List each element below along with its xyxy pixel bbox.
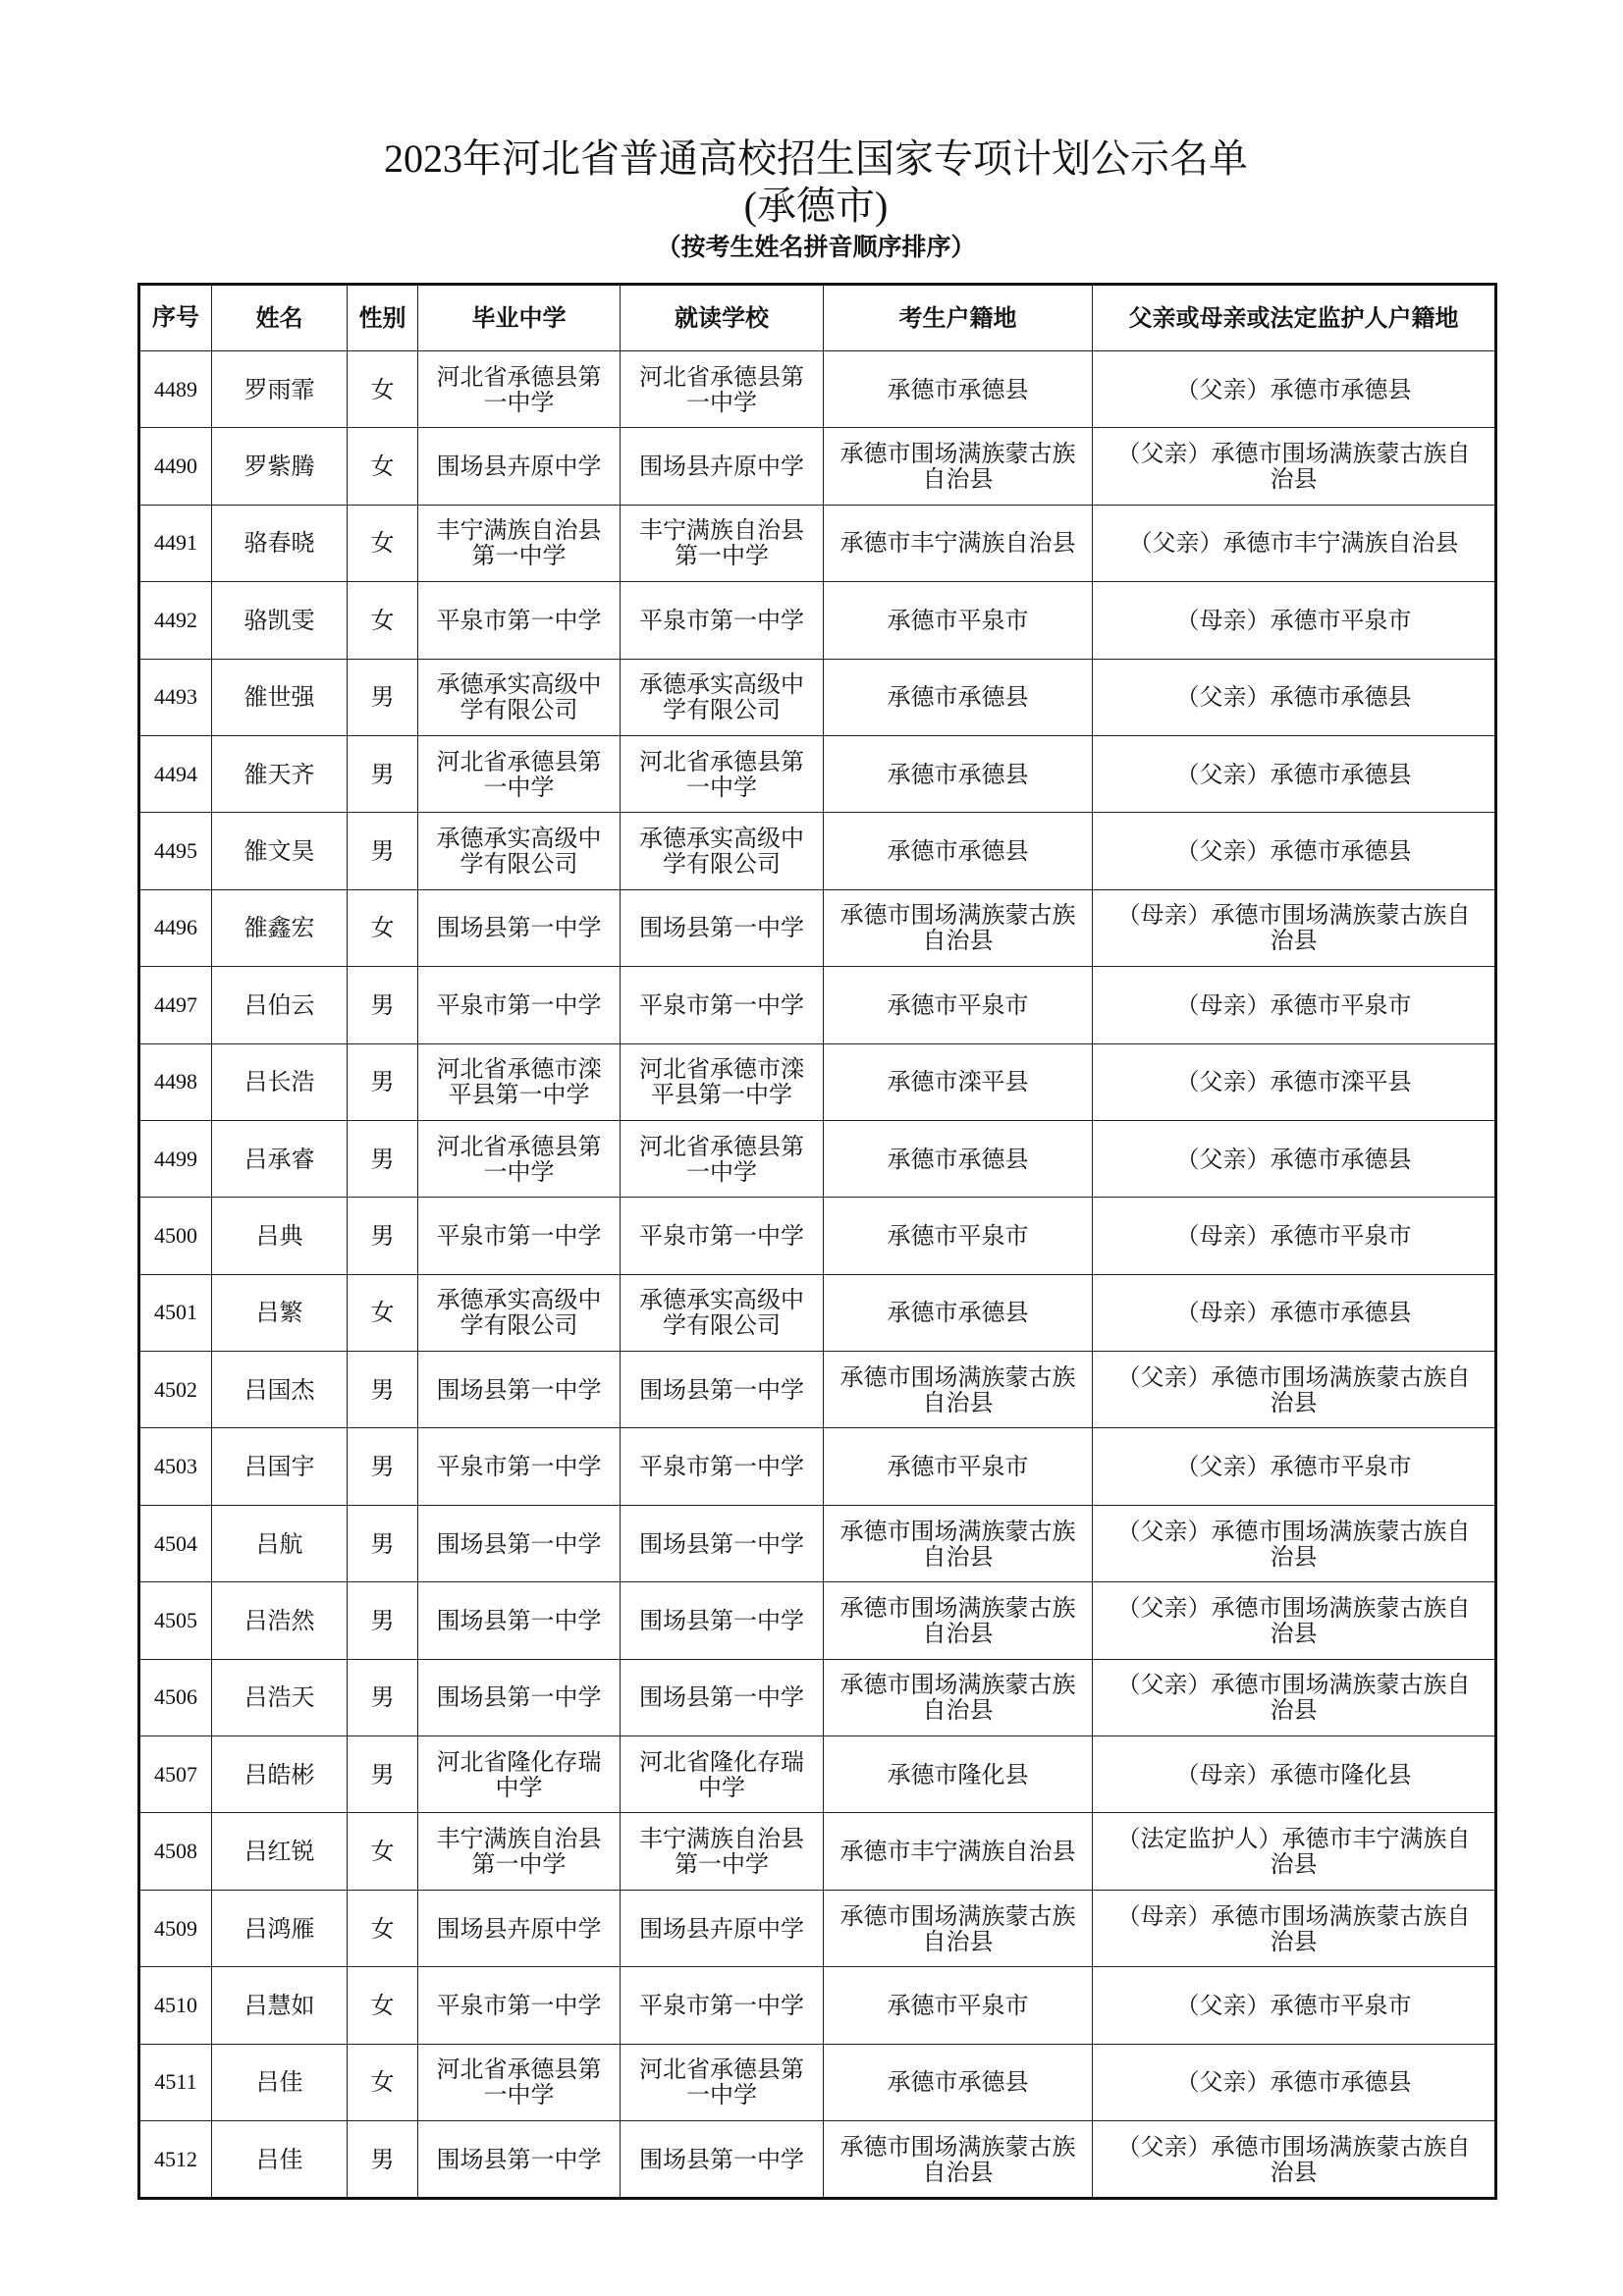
cell-gender: 女 <box>348 2044 418 2120</box>
table-row <box>139 1428 1496 1505</box>
header-graduation-school: 毕业中学 <box>418 285 621 351</box>
cell-student-household: 承德市围场满族蒙古族自治县 <box>824 1890 1093 1966</box>
cell-current-school: 平泉市第一中学 <box>621 967 824 1043</box>
cell-name: 骆凯雯 <box>212 582 348 659</box>
table-row <box>139 428 1496 505</box>
cell-graduation-school: 河北省承德县第一中学 <box>418 735 621 812</box>
cell-guardian-household: （父亲）承德市围场满族蒙古族自治县 <box>1093 428 1496 505</box>
cell-seq: 4511 <box>139 2044 212 2120</box>
cell-seq: 4496 <box>139 889 212 966</box>
cell-name: 雒世强 <box>212 659 348 735</box>
header-guardian-household: 父亲或母亲或法定监护人户籍地 <box>1093 285 1496 351</box>
cell-guardian-household: （父亲）承德市围场满族蒙古族自治县 <box>1093 1659 1496 1735</box>
table-row <box>139 1274 1496 1351</box>
cell-graduation-school: 围场县第一中学 <box>418 1659 621 1735</box>
cell-gender: 男 <box>348 2120 418 2198</box>
cell-graduation-school: 围场县第一中学 <box>418 1352 621 1428</box>
table-row <box>139 1120 1496 1197</box>
header-name: 姓名 <box>212 285 348 351</box>
cell-student-household: 承德市隆化县 <box>824 1736 1093 1813</box>
table-row <box>139 1582 1496 1659</box>
cell-seq: 4506 <box>139 1659 212 1735</box>
cell-name: 吕佳 <box>212 2120 348 2198</box>
cell-current-school: 承德承实高级中学有限公司 <box>621 1274 824 1351</box>
cell-current-school: 围场县卉原中学 <box>621 428 824 505</box>
cell-graduation-school: 平泉市第一中学 <box>418 1967 621 2044</box>
cell-student-household: 承德市承德县 <box>824 1120 1093 1197</box>
cell-student-household: 承德市平泉市 <box>824 1198 1093 1274</box>
cell-seq: 4509 <box>139 1890 212 1966</box>
cell-guardian-household: （父亲）承德市围场满族蒙古族自治县 <box>1093 1505 1496 1581</box>
cell-current-school: 河北省承德县第一中学 <box>621 735 824 812</box>
cell-guardian-household: （父亲）承德市平泉市 <box>1093 1967 1496 2044</box>
cell-name: 吕鸿雁 <box>212 1890 348 1966</box>
cell-current-school: 平泉市第一中学 <box>621 1967 824 2044</box>
table-row <box>139 1890 1496 1966</box>
table-row <box>139 1967 1496 2044</box>
cell-graduation-school: 围场县第一中学 <box>418 1505 621 1581</box>
cell-gender: 男 <box>348 1659 418 1735</box>
cell-gender: 女 <box>348 889 418 966</box>
cell-guardian-household: （母亲）承德市隆化县 <box>1093 1736 1496 1813</box>
table-row <box>139 1352 1496 1428</box>
cell-current-school: 围场县卉原中学 <box>621 1890 824 1966</box>
cell-current-school: 河北省承德县第一中学 <box>621 2044 824 2120</box>
cell-seq: 4494 <box>139 735 212 812</box>
cell-graduation-school: 围场县第一中学 <box>418 1582 621 1659</box>
cell-seq: 4497 <box>139 967 212 1043</box>
cell-student-household: 承德市承德县 <box>824 813 1093 889</box>
table-row <box>139 967 1496 1043</box>
table-row <box>139 1043 1496 1120</box>
header-student-household: 考生户籍地 <box>824 285 1093 351</box>
cell-guardian-household: （法定监护人）承德市丰宁满族自治县 <box>1093 1813 1496 1890</box>
cell-name: 吕繁 <box>212 1274 348 1351</box>
roster-table <box>137 283 1497 2200</box>
table-row <box>139 1659 1496 1735</box>
cell-seq: 4508 <box>139 1813 212 1890</box>
cell-name: 吕佳 <box>212 2044 348 2120</box>
cell-gender: 女 <box>348 1813 418 1890</box>
table-row <box>139 1736 1496 1813</box>
cell-gender: 男 <box>348 659 418 735</box>
cell-name: 吕航 <box>212 1505 348 1581</box>
cell-graduation-school: 河北省承德县第一中学 <box>418 1120 621 1197</box>
cell-graduation-school: 丰宁满族自治县第一中学 <box>418 1813 621 1890</box>
sort-note: （按考生姓名拼音顺序排序） <box>656 233 976 261</box>
cell-gender: 男 <box>348 813 418 889</box>
cell-current-school: 围场县第一中学 <box>621 1352 824 1428</box>
cell-student-household: 承德市承德县 <box>824 2044 1093 2120</box>
cell-name: 吕浩然 <box>212 1582 348 1659</box>
cell-graduation-school: 围场县第一中学 <box>418 2120 621 2198</box>
table-row <box>139 1813 1496 1890</box>
cell-name: 雒鑫宏 <box>212 889 348 966</box>
cell-student-household: 承德市承德县 <box>824 659 1093 735</box>
cell-name: 骆春晓 <box>212 505 348 581</box>
cell-student-household: 承德市围场满族蒙古族自治县 <box>824 889 1093 966</box>
header-seq: 序号 <box>139 285 212 351</box>
cell-graduation-school: 平泉市第一中学 <box>418 1198 621 1274</box>
table-header-row <box>139 285 1496 351</box>
cell-current-school: 承德承实高级中学有限公司 <box>621 813 824 889</box>
cell-name: 吕浩天 <box>212 1659 348 1735</box>
cell-student-household: 承德市围场满族蒙古族自治县 <box>824 428 1093 505</box>
document-title: 2023年河北省普通高校招生国家专项计划公示名单 <box>384 136 1248 181</box>
cell-seq: 4503 <box>139 1428 212 1505</box>
cell-name: 吕皓彬 <box>212 1736 348 1813</box>
cell-guardian-household: （母亲）承德市围场满族蒙古族自治县 <box>1093 889 1496 966</box>
cell-graduation-school: 围场县卉原中学 <box>418 1890 621 1966</box>
cell-seq: 4499 <box>139 1120 212 1197</box>
cell-seq: 4498 <box>139 1043 212 1120</box>
cell-current-school: 围场县第一中学 <box>621 2120 824 2198</box>
cell-name: 吕伯云 <box>212 967 348 1043</box>
cell-current-school: 围场县第一中学 <box>621 1659 824 1735</box>
cell-name: 罗雨霏 <box>212 351 348 428</box>
cell-current-school: 河北省隆化存瑞中学 <box>621 1736 824 1813</box>
cell-graduation-school: 围场县卉原中学 <box>418 428 621 505</box>
table-row <box>139 813 1496 889</box>
cell-gender: 女 <box>348 428 418 505</box>
cell-graduation-school: 承德承实高级中学有限公司 <box>418 1274 621 1351</box>
cell-current-school: 围场县第一中学 <box>621 1582 824 1659</box>
cell-guardian-household: （父亲）承德市围场满族蒙古族自治县 <box>1093 1352 1496 1428</box>
document-subtitle: (承德市) <box>743 184 889 228</box>
cell-gender: 男 <box>348 967 418 1043</box>
cell-student-household: 承德市承德县 <box>824 351 1093 428</box>
cell-guardian-household: （母亲）承德市围场满族蒙古族自治县 <box>1093 1890 1496 1966</box>
cell-name: 吕慧如 <box>212 1967 348 2044</box>
cell-guardian-household: （父亲）承德市承德县 <box>1093 813 1496 889</box>
cell-current-school: 河北省承德县第一中学 <box>621 351 824 428</box>
table-row <box>139 351 1496 428</box>
cell-student-household: 承德市围场满族蒙古族自治县 <box>824 1352 1093 1428</box>
cell-gender: 女 <box>348 582 418 659</box>
cell-current-school: 围场县第一中学 <box>621 1505 824 1581</box>
cell-gender: 女 <box>348 1274 418 1351</box>
cell-guardian-household: （父亲）承德市滦平县 <box>1093 1043 1496 1120</box>
header-current-school: 就读学校 <box>621 285 824 351</box>
cell-guardian-household: （父亲）承德市平泉市 <box>1093 1428 1496 1505</box>
cell-student-household: 承德市承德县 <box>824 1274 1093 1351</box>
cell-seq: 4500 <box>139 1198 212 1274</box>
cell-graduation-school: 承德承实高级中学有限公司 <box>418 813 621 889</box>
cell-guardian-household: （父亲）承德市丰宁满族自治县 <box>1093 505 1496 581</box>
cell-name: 吕典 <box>212 1198 348 1274</box>
cell-guardian-household: （母亲）承德市平泉市 <box>1093 1198 1496 1274</box>
header-gender: 性别 <box>348 285 418 351</box>
cell-name: 雒文昊 <box>212 813 348 889</box>
cell-seq: 4510 <box>139 1967 212 2044</box>
table-row <box>139 582 1496 659</box>
cell-gender: 女 <box>348 351 418 428</box>
cell-gender: 男 <box>348 1505 418 1581</box>
cell-current-school: 丰宁满族自治县第一中学 <box>621 1813 824 1890</box>
cell-guardian-household: （父亲）承德市围场满族蒙古族自治县 <box>1093 2120 1496 2198</box>
cell-graduation-school: 河北省承德市滦平县第一中学 <box>418 1043 621 1120</box>
cell-current-school: 平泉市第一中学 <box>621 1428 824 1505</box>
table-body <box>139 351 1496 2199</box>
table-row <box>139 1505 1496 1581</box>
cell-graduation-school: 河北省承德县第一中学 <box>418 2044 621 2120</box>
cell-seq: 4493 <box>139 659 212 735</box>
cell-name: 吕国宇 <box>212 1428 348 1505</box>
cell-seq: 4495 <box>139 813 212 889</box>
table-row <box>139 1198 1496 1274</box>
cell-graduation-school: 承德承实高级中学有限公司 <box>418 659 621 735</box>
cell-gender: 男 <box>348 1043 418 1120</box>
cell-student-household: 承德市丰宁满族自治县 <box>824 1813 1093 1890</box>
cell-gender: 女 <box>348 505 418 581</box>
cell-gender: 男 <box>348 735 418 812</box>
cell-name: 吕红锐 <box>212 1813 348 1890</box>
cell-gender: 男 <box>348 1352 418 1428</box>
table-row <box>139 2044 1496 2120</box>
cell-graduation-school: 平泉市第一中学 <box>418 582 621 659</box>
cell-seq: 4489 <box>139 351 212 428</box>
cell-gender: 男 <box>348 1428 418 1505</box>
cell-current-school: 河北省承德市滦平县第一中学 <box>621 1043 824 1120</box>
cell-name: 吕承睿 <box>212 1120 348 1197</box>
cell-gender: 女 <box>348 1890 418 1966</box>
cell-seq: 4492 <box>139 582 212 659</box>
cell-student-household: 承德市平泉市 <box>824 967 1093 1043</box>
cell-current-school: 丰宁满族自治县第一中学 <box>621 505 824 581</box>
cell-name: 吕国杰 <box>212 1352 348 1428</box>
cell-student-household: 承德市承德县 <box>824 735 1093 812</box>
cell-current-school: 平泉市第一中学 <box>621 1198 824 1274</box>
cell-current-school: 围场县第一中学 <box>621 889 824 966</box>
table-row <box>139 889 1496 966</box>
cell-name: 雒天齐 <box>212 735 348 812</box>
cell-seq: 4507 <box>139 1736 212 1813</box>
table-row <box>139 505 1496 581</box>
cell-gender: 男 <box>348 1120 418 1197</box>
cell-student-household: 承德市围场满族蒙古族自治县 <box>824 2120 1093 2198</box>
cell-student-household: 承德市围场满族蒙古族自治县 <box>824 1582 1093 1659</box>
table-row <box>139 2120 1496 2198</box>
cell-guardian-household: （父亲）承德市承德县 <box>1093 2044 1496 2120</box>
cell-guardian-household: （父亲）承德市承德县 <box>1093 659 1496 735</box>
cell-guardian-household: （父亲）承德市承德县 <box>1093 351 1496 428</box>
cell-current-school: 河北省承德县第一中学 <box>621 1120 824 1197</box>
cell-seq: 4512 <box>139 2120 212 2198</box>
cell-guardian-household: （母亲）承德市平泉市 <box>1093 582 1496 659</box>
cell-gender: 男 <box>348 1198 418 1274</box>
cell-student-household: 承德市平泉市 <box>824 1967 1093 2044</box>
cell-graduation-school: 丰宁满族自治县第一中学 <box>418 505 621 581</box>
cell-seq: 4491 <box>139 505 212 581</box>
cell-student-household: 承德市滦平县 <box>824 1043 1093 1120</box>
cell-student-household: 承德市围场满族蒙古族自治县 <box>824 1505 1093 1581</box>
cell-student-household: 承德市丰宁满族自治县 <box>824 505 1093 581</box>
cell-graduation-school: 河北省承德县第一中学 <box>418 351 621 428</box>
cell-seq: 4490 <box>139 428 212 505</box>
cell-seq: 4505 <box>139 1582 212 1659</box>
cell-graduation-school: 围场县第一中学 <box>418 889 621 966</box>
cell-guardian-household: （母亲）承德市平泉市 <box>1093 967 1496 1043</box>
cell-graduation-school: 平泉市第一中学 <box>418 967 621 1043</box>
cell-gender: 女 <box>348 1967 418 2044</box>
cell-student-household: 承德市平泉市 <box>824 1428 1093 1505</box>
cell-current-school: 平泉市第一中学 <box>621 582 824 659</box>
cell-gender: 男 <box>348 1582 418 1659</box>
cell-guardian-household: （父亲）承德市承德县 <box>1093 1120 1496 1197</box>
cell-graduation-school: 河北省隆化存瑞中学 <box>418 1736 621 1813</box>
cell-guardian-household: （父亲）承德市承德县 <box>1093 735 1496 812</box>
cell-graduation-school: 平泉市第一中学 <box>418 1428 621 1505</box>
cell-seq: 4501 <box>139 1274 212 1351</box>
cell-gender: 男 <box>348 1736 418 1813</box>
cell-student-household: 承德市平泉市 <box>824 582 1093 659</box>
cell-seq: 4502 <box>139 1352 212 1428</box>
cell-guardian-household: （母亲）承德市承德县 <box>1093 1274 1496 1351</box>
cell-name: 吕长浩 <box>212 1043 348 1120</box>
cell-seq: 4504 <box>139 1505 212 1581</box>
cell-current-school: 承德承实高级中学有限公司 <box>621 659 824 735</box>
cell-student-household: 承德市围场满族蒙古族自治县 <box>824 1659 1093 1735</box>
table-row <box>139 659 1496 735</box>
cell-guardian-household: （父亲）承德市围场满族蒙古族自治县 <box>1093 1582 1496 1659</box>
table-row <box>139 735 1496 812</box>
cell-name: 罗紫腾 <box>212 428 348 505</box>
